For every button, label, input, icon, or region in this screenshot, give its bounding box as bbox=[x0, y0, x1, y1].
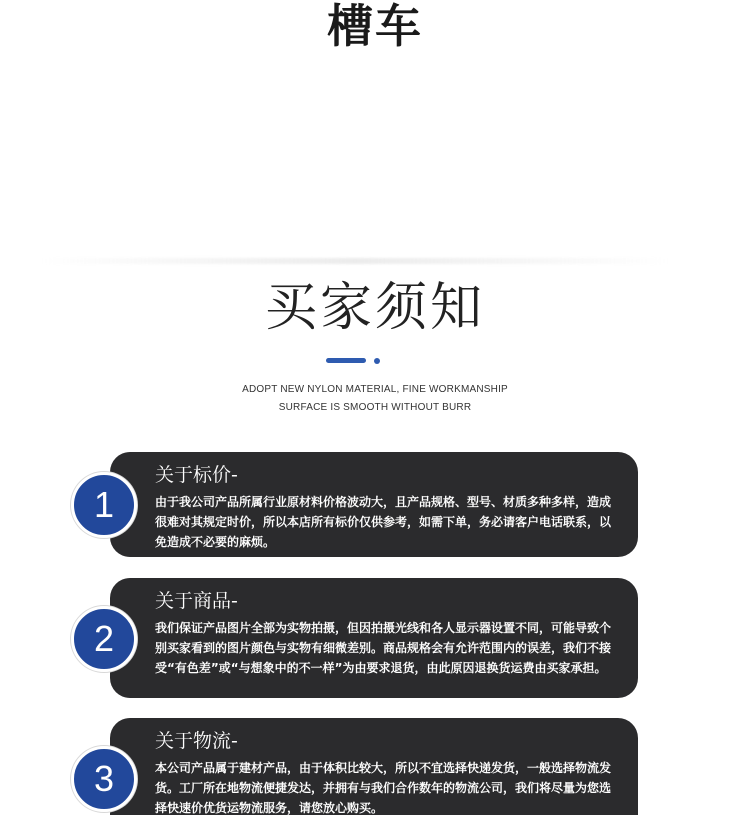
notice-card-logistics bbox=[110, 718, 638, 815]
card-body: 由于我公司产品所属行业原材料价格波动大，且产品规格、型号、材质多种多样，造成很难对其规定时价，所以本店所有标价仅供参考，如需下单，务必请客户电话联系，以免造成不必要的麻烦。 bbox=[155, 495, 612, 549]
accent-dot bbox=[374, 358, 380, 364]
item-number-badge: 2 bbox=[71, 606, 137, 672]
card-body: 我们保证产品图片全部为实物拍摄，但因拍摄光线和各人显示器设置不同，可能导致个别买家看到的图片颜色与实物有细微差别。商品规格会有允许范围内的误差，我们不接受“有色差”或“与想象中的不一样”为由要求退货，由此原因退换货运费由买家承担。 bbox=[155, 621, 612, 675]
product-title: 槽车 bbox=[327, 0, 423, 53]
section-divider bbox=[40, 258, 670, 264]
card-title: 关于商品- bbox=[155, 590, 238, 612]
card-title: 关于物流- bbox=[155, 730, 238, 752]
notice-card-pricing bbox=[110, 452, 638, 557]
accent-bar bbox=[326, 358, 366, 363]
heading-accent bbox=[326, 358, 386, 364]
card-title: 关于标价- bbox=[155, 464, 238, 486]
card-body: 本公司产品属于建材产品，由于体积比较大，所以不宜选择快递发货，一般选择物流发货。工厂所在地物流便捷发达，并拥有与我们合作数年的物流公司，我们将尽量为您选择快速价优货运物流服务，请您放心购买。 bbox=[155, 761, 612, 815]
notice-subtitle-line1: ADOPT NEW NYLON MATERIAL, FINE WORKMANSHIP bbox=[242, 384, 508, 395]
item-number-badge: 3 bbox=[71, 746, 137, 812]
notice-subtitle-line2: SURFACE IS SMOOTH WITHOUT BURR bbox=[278, 402, 472, 413]
notice-card-goods bbox=[110, 578, 638, 698]
item-number-badge: 1 bbox=[71, 472, 137, 538]
notice-heading: 买家须知 bbox=[264, 278, 485, 338]
